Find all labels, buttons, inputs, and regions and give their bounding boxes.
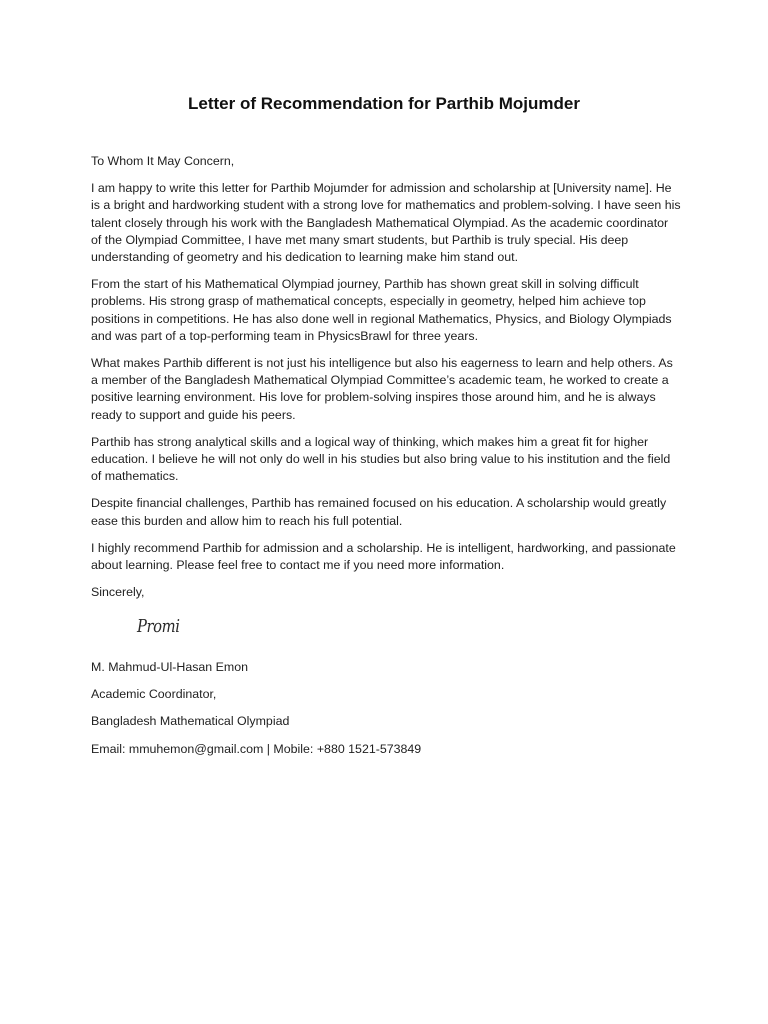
signer-contact: Email: mmuhemon@gmail.com | Mobile: +880 1521-573849 (91, 741, 422, 756)
handwritten-signature: Promi (137, 616, 180, 637)
paragraph-recommendation: I highly recommend Parthib for admission and a scholarship. He is intelligent, hardworking, and passionate about learning. Please feel free to contact me if you need more information. (91, 540, 676, 573)
closing: Sincerely, (91, 585, 145, 600)
paragraph-financial: Despite financial challenges, Parthib has remained focused on his education. A scholarship would greatly ease this burden and allow him to reach his full potential. (91, 496, 667, 528)
signer-organization: Bangladesh Mathematical Olympiad (91, 714, 290, 729)
letter-body (91, 153, 681, 611)
salutation: To Whom It May Concern, (91, 154, 235, 168)
paragraph-olympiad-journey: From the start of his Mathematical Olympiad journey, Parthib has shown great skill in solving difficult problems. His strong grasp of mathematical concepts, especially in geometry, helped him achieve top positions in competitions. He has also done well in regional Mathematics, Physics, and Biology Olympiads and was part of a top-performing team in PhysicsBrawl for three years. (91, 277, 672, 343)
paragraph-character: What makes Parthib different is not just his intelligence but also his eagerness to learn and help others. As a member of the Bangladesh Mathematical Olympiad Committee’s academic team, he worked to create a positive learning environment. His love for problem-solving inspires those around him, and he is always ready to support and guide his peers. (91, 356, 673, 422)
signer-block (91, 659, 681, 768)
paragraph-introduction: I am happy to write this letter for Parthib Mojumder for admission and scholarship at [University name]. He is a bright and hardworking student with a strong love for mathematics and problem-solving. I have seen his talent closely through his work with the Bangladesh Mathematical Olympiad. As the academic coordinator of the Olympiad Committee, I have met many smart students, but Parthib is truly special. His deep understanding of geometry and his dedication to learning make him stand out. (91, 181, 681, 265)
signer-name: M. Mahmud-Ul-Hasan Emon (91, 660, 248, 674)
paragraph-skills: Parthib has strong analytical skills and a logical way of thinking, which makes him a great fit for higher education. I believe he will not only do well in his studies but also bring value to his institution and the field of mathematics. (91, 434, 671, 484)
signer-role: Academic Coordinator, (91, 687, 217, 702)
letter-title: Letter of Recommendation for Parthib Mojumder (188, 94, 580, 113)
